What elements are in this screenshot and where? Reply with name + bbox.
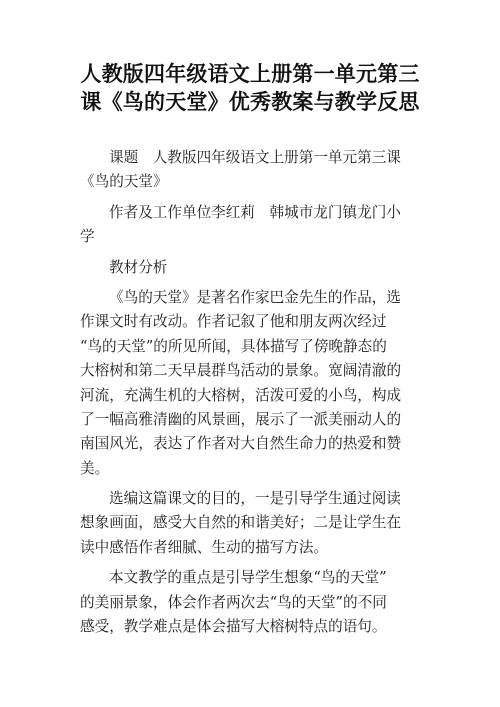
paragraph-author [80, 201, 420, 250]
text-line: 想象画面，感受大自然的和谐美好；二是让学生在 [80, 514, 402, 532]
text-line: 《鸟的天堂》 [80, 173, 168, 191]
text-line: 了一幅高雅清幽的风景画，展示了一派美丽动人的 [80, 410, 402, 428]
text-line: 作课文时有改动。作者记叙了他和朋友两次经过 [80, 313, 387, 331]
text-line: 选编这篇课文的目的，一是引导学生通过阅读 [109, 490, 401, 508]
text-line: 的美丽景象，体会作者两次去“鸟的天堂”的不同 [80, 593, 387, 611]
text-line: “鸟的天堂”的所见所闻，具体描写了傍晚静态的 [80, 337, 387, 355]
text-line: 南国风光，表达了作者对大自然生命力的热爱和赞 [80, 435, 402, 453]
text-line: 大榕树和第二天早晨群鸟活动的景象。宽阔清澈的 [80, 362, 402, 380]
paragraph-analysis [80, 286, 420, 481]
title-line: 人教版四年级语文上册第一单元第三 [80, 62, 420, 86]
text-line: 《鸟的天堂》是著名作家巴金先生的作品，选 [109, 288, 401, 306]
paragraph-purpose [80, 487, 420, 560]
title-line: 课《鸟的天堂》优秀教案与教学反思 [80, 90, 420, 114]
text-line: 作者及工作单位李红莉 韩城市龙门镇龙门小 [109, 203, 401, 221]
document-title [60, 60, 440, 116]
text-line: 本文教学的重点是引导学生想象“鸟的天堂” [109, 569, 387, 587]
paragraph-heading-analysis [80, 256, 420, 280]
text-line: 课题 人教版四年级语文上册第一单元第三课 [109, 149, 401, 166]
text-line: 感受，教学难点是体会描写大榕树特点的语句。 [80, 618, 387, 636]
text-line: 读中感悟作者细腻、生动的描写方法。 [80, 538, 329, 556]
document-body [80, 146, 420, 639]
text-line: 美。 [80, 459, 110, 477]
paragraph-lesson-topic [80, 146, 420, 195]
paragraph-focus [80, 566, 420, 639]
section-heading: 教材分析 [109, 258, 168, 276]
text-line: 学 [80, 228, 95, 246]
text-line: 河流，充满生机的大榕树，活泼可爱的小鸟，构成 [80, 386, 402, 404]
